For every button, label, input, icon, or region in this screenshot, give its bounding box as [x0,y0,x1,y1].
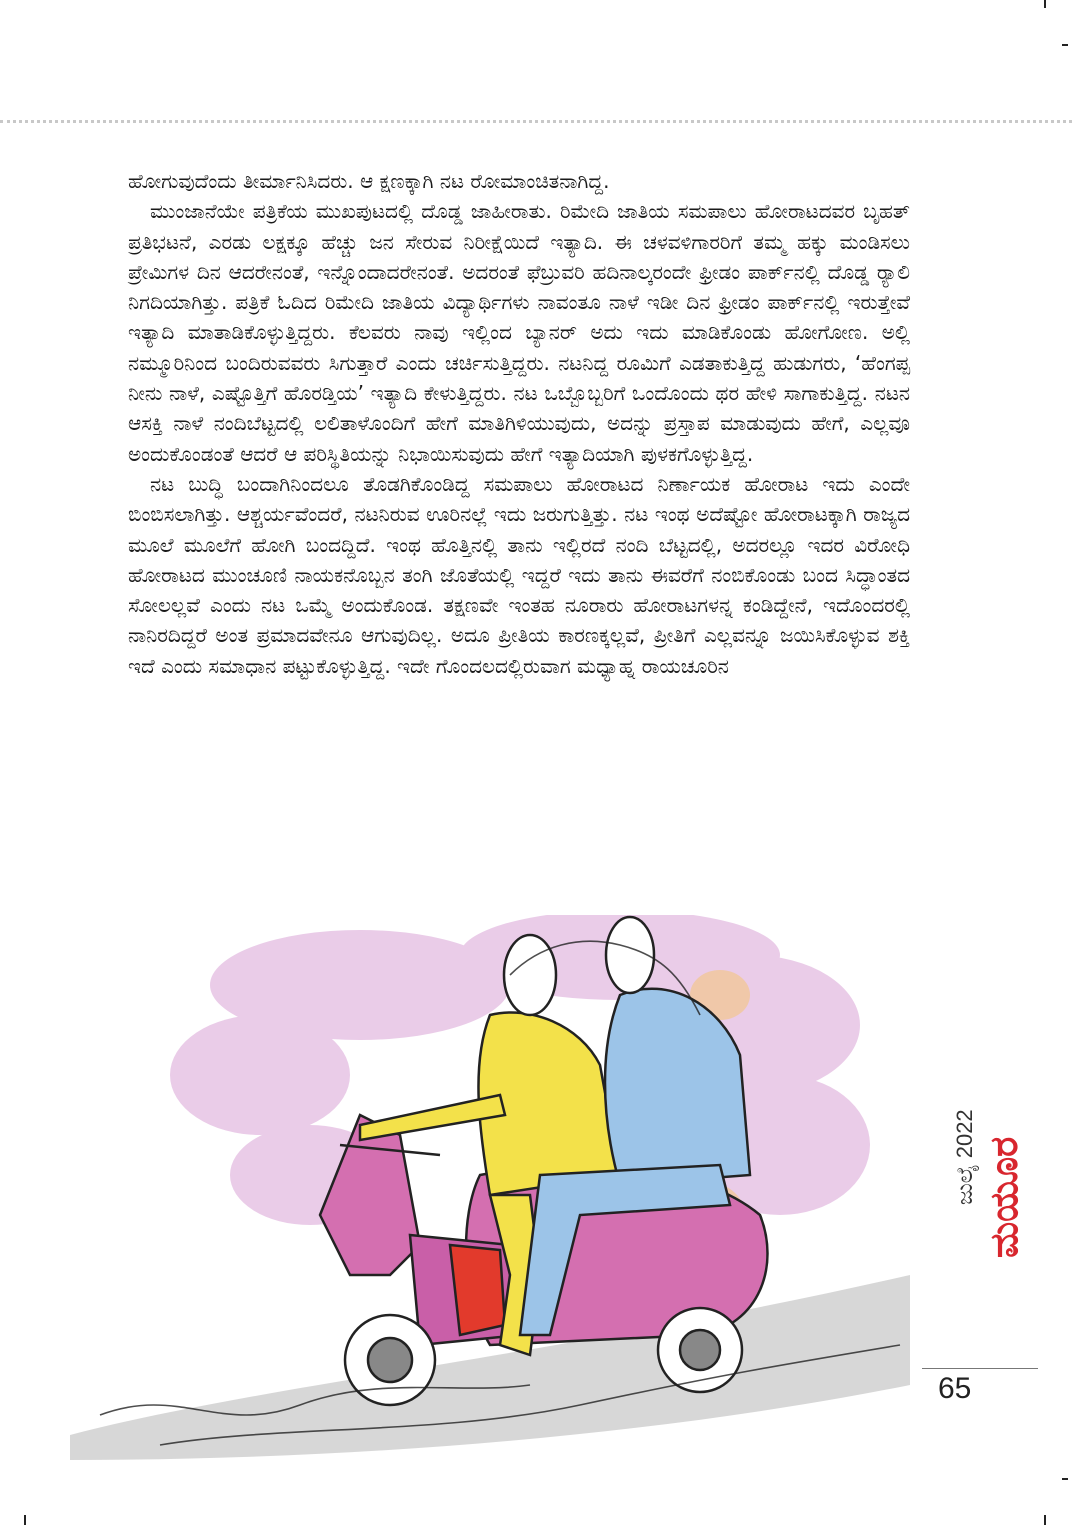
crop-mark-bottom-right [1044,1515,1046,1525]
crop-mark-bottom-right-dash [1062,1478,1068,1480]
folio-rule [922,1368,1038,1369]
scooter-couple-illustration [60,915,910,1475]
crop-mark-top-right-dash [1062,44,1068,46]
article-body [128,166,910,681]
page-number: 65 [938,1372,972,1405]
paragraph-1: ಹೋಗುವುದೆಂದು ತೀರ್ಮಾನಿಸಿದರು. ಆ ಕ್ಷಣಕ್ಕಾಗಿ ನಟ ರೋಮಾಂಚಿತನಾಗಿದ್ದ. [128,169,610,193]
crop-mark-top-right [1044,0,1046,8]
issue-date: ಜುಲೈ 2022 [952,1109,977,1205]
header-dotted-rule [0,120,1072,123]
paragraph-3: ನಟ ಬುದ್ಧಿ ಬಂದಾಗಿನಿಂದಲೂ ತೊಡಗಿಕೊಂಡಿದ್ದ ಸಮಪಾಲು ಹೋರಾಟದ ನಿರ್ಣಾಯಕ ಹೋರಾಟ ಇದು ಎಂದೇ ಬಿಂಬಿಸಲಾಗಿತ್ತು. ಆಶ್ಚರ್ಯವೆಂದರೆ, ನಟನಿರುವ ಊರಿನಲ್ಲೆ ಇದು ಜರುಗುತ್ತಿತ್ತು. ನಟ ಇಂಥ ಅದೆಷ್ಟೋ ಹೋರಾಟಕ್ಕಾಗಿ ರಾಜ್ಯದ ಮೂಲೆ ಮೂಲೆಗೆ ಹೋಗಿ ಬಂದದ್ದಿದೆ. ಇಂಥ ಹೊತ್ತಿನಲ್ಲಿ ತಾನು ಇಲ್ಲಿರದೆ ನಂದಿ ಬೆಟ್ಟದಲ್ಲಿ, ಅದರಲ್ಲೂ ಇದರ ವಿರೋಧಿ ಹೋರಾಟದ ಮುಂಚೂಣಿ ನಾಯಕನೊಬ್ಬನ ತಂಗಿ ಜೊತೆಯಲ್ಲಿ ಇದ್ದರೆ ಇದು ತಾನು ಈವರೆಗೆ ನಂಬಿಕೊಂಡು ಬಂದ ಸಿದ್ಧಾಂತದ ಸೋಲಲ್ಲವೆ ಎಂದು ನಟ ಒಮ್ಮೆ ಅಂದುಕೊಂಡ. ತಕ್ಷಣವೇ ಇಂತಹ ನೂರಾರು ಹೋರಾಟಗಳನ್ನ ಕಂಡಿದ್ದೇನೆ, ಇದೊಂದರಲ್ಲಿ ನಾನಿರದಿದ್ದರೆ ಅಂತ ಪ್ರಮಾದವೇನೂ ಆಗುವುದಿಲ್ಲ. ಅದೂ ಪ್ರೀತಿಯ ಕಾರಣಕ್ಕಲ್ಲವೆ, ಪ್ರೀತಿಗೆ ಎಲ್ಲವನ್ನೂ ಜಯಿಸಿಕೊಳ್ಳುವ ಶಕ್ತಿ ಇದೆ ಎಂದು ಸಮಾಧಾನ ಪಟ್ಟುಕೊಳ್ಳುತ್ತಿದ್ದ. ಇದೇ ಗೊಂದಲದಲ್ಲಿರುವಾಗ ಮಧ್ಯಾಹ್ನ ರಾಯಚೂರಿನ [128,471,910,678]
magazine-brand-logo: ಮಯೂರ [982,1136,1026,1258]
paragraph-2: ಮುಂಜಾನೆಯೇ ಪತ್ರಿಕೆಯ ಮುಖಪುಟದಲ್ಲಿ ದೊಡ್ಡ ಜಾಹೀರಾತು. ರಿಮೇದಿ ಜಾತಿಯ ಸಮಪಾಲು ಹೋರಾಟದವರ ಬೃಹತ್ ಪ್ರತಿಭಟನೆ, ಎರಡು ಲಕ್ಷಕ್ಕೂ ಹೆಚ್ಚು ಜನ ಸೇರುವ ನಿರೀಕ್ಷೆಯಿದೆ ಇತ್ಯಾದಿ. ಈ ಚಳವಳಿಗಾರರಿಗೆ ತಮ್ಮ ಹಕ್ಕು ಮಂಡಿಸಲು ಪ್ರೇಮಿಗಳ ದಿನ ಆದರೇನಂತೆ, ಇನ್ನೊಂದಾದರೇನಂತೆ. ಅದರಂತೆ ಫೆಬ್ರುವರಿ ಹದಿನಾಲ್ಕರಂದೇ ಫ್ರೀಡಂ ಪಾರ್ಕ್‌ನಲ್ಲಿ ದೊಡ್ಡ ರ‍್ಯಾಲಿ ನಿಗದಿಯಾಗಿತ್ತು. ಪತ್ರಿಕೆ ಓದಿದ ರಿಮೇದಿ ಜಾತಿಯ ವಿದ್ಯಾರ್ಥಿಗಳು ನಾವಂತೂ ನಾಳೆ ಇಡೀ ದಿನ ಫ್ರೀಡಂ ಪಾರ್ಕ್‌ನಲ್ಲಿ ಇರುತ್ತೇವೆ ಇತ್ಯಾದಿ ಮಾತಾಡಿಕೊಳ್ಳುತ್ತಿದ್ದರು. ಕೆಲವರು ನಾವು ಇಲ್ಲಿಂದ ಬ್ಯಾನರ್ ಅದು ಇದು ಮಾಡಿಕೊಂಡು ಹೋಗೋಣ. ಅಲ್ಲಿ ನಮ್ಮೂರಿನಿಂದ ಬಂದಿರುವವರು ಸಿಗುತ್ತಾರೆ ಎಂದು ಚರ್ಚಿಸುತ್ತಿದ್ದರು. ನಟನಿದ್ದ ರೂಮಿಗೆ ಎಡತಾಕುತ್ತಿದ್ದ ಹುಡುಗರು, ‘ಹೆಂಗಪ್ಪ ನೀನು ನಾಳೆ, ಎಷ್ಟೊತ್ತಿಗೆ ಹೊರಡ್ತಿಯ’ ಇತ್ಯಾದಿ ಕೇಳುತ್ತಿದ್ದರು. ನಟ ಒಬ್ಬೊಬ್ಬರಿಗೆ ಒಂದೊಂದು ಥರ ಹೇಳಿ ಸಾಗಾಕುತ್ತಿದ್ದ. ನಟನ ಆಸಕ್ತಿ ನಾಳೆ ನಂದಿಬೆಟ್ಟದಲ್ಲಿ ಲಲಿತಾಳೊಂದಿಗೆ ಹೇಗೆ ಮಾತಿಗಿಳಿಯುವುದು, ಅದನ್ನು ಪ್ರಸ್ತಾಪ ಮಾಡುವುದು ಹೇಗೆ, ಎಲ್ಲವೂ ಅಂದುಕೊಂಡಂತೆ ಆದರೆ ಆ ಪರಿಸ್ಥಿತಿಯನ್ನು ನಿಭಾಯಿಸುವುದು ಹೇಗೆ ಇತ್ಯಾದಿಯಾಗಿ ಪುಳಕಗೊಳ್ಳುತ್ತಿದ್ದ. [128,199,910,466]
crop-mark-bottom-left [24,1515,26,1525]
